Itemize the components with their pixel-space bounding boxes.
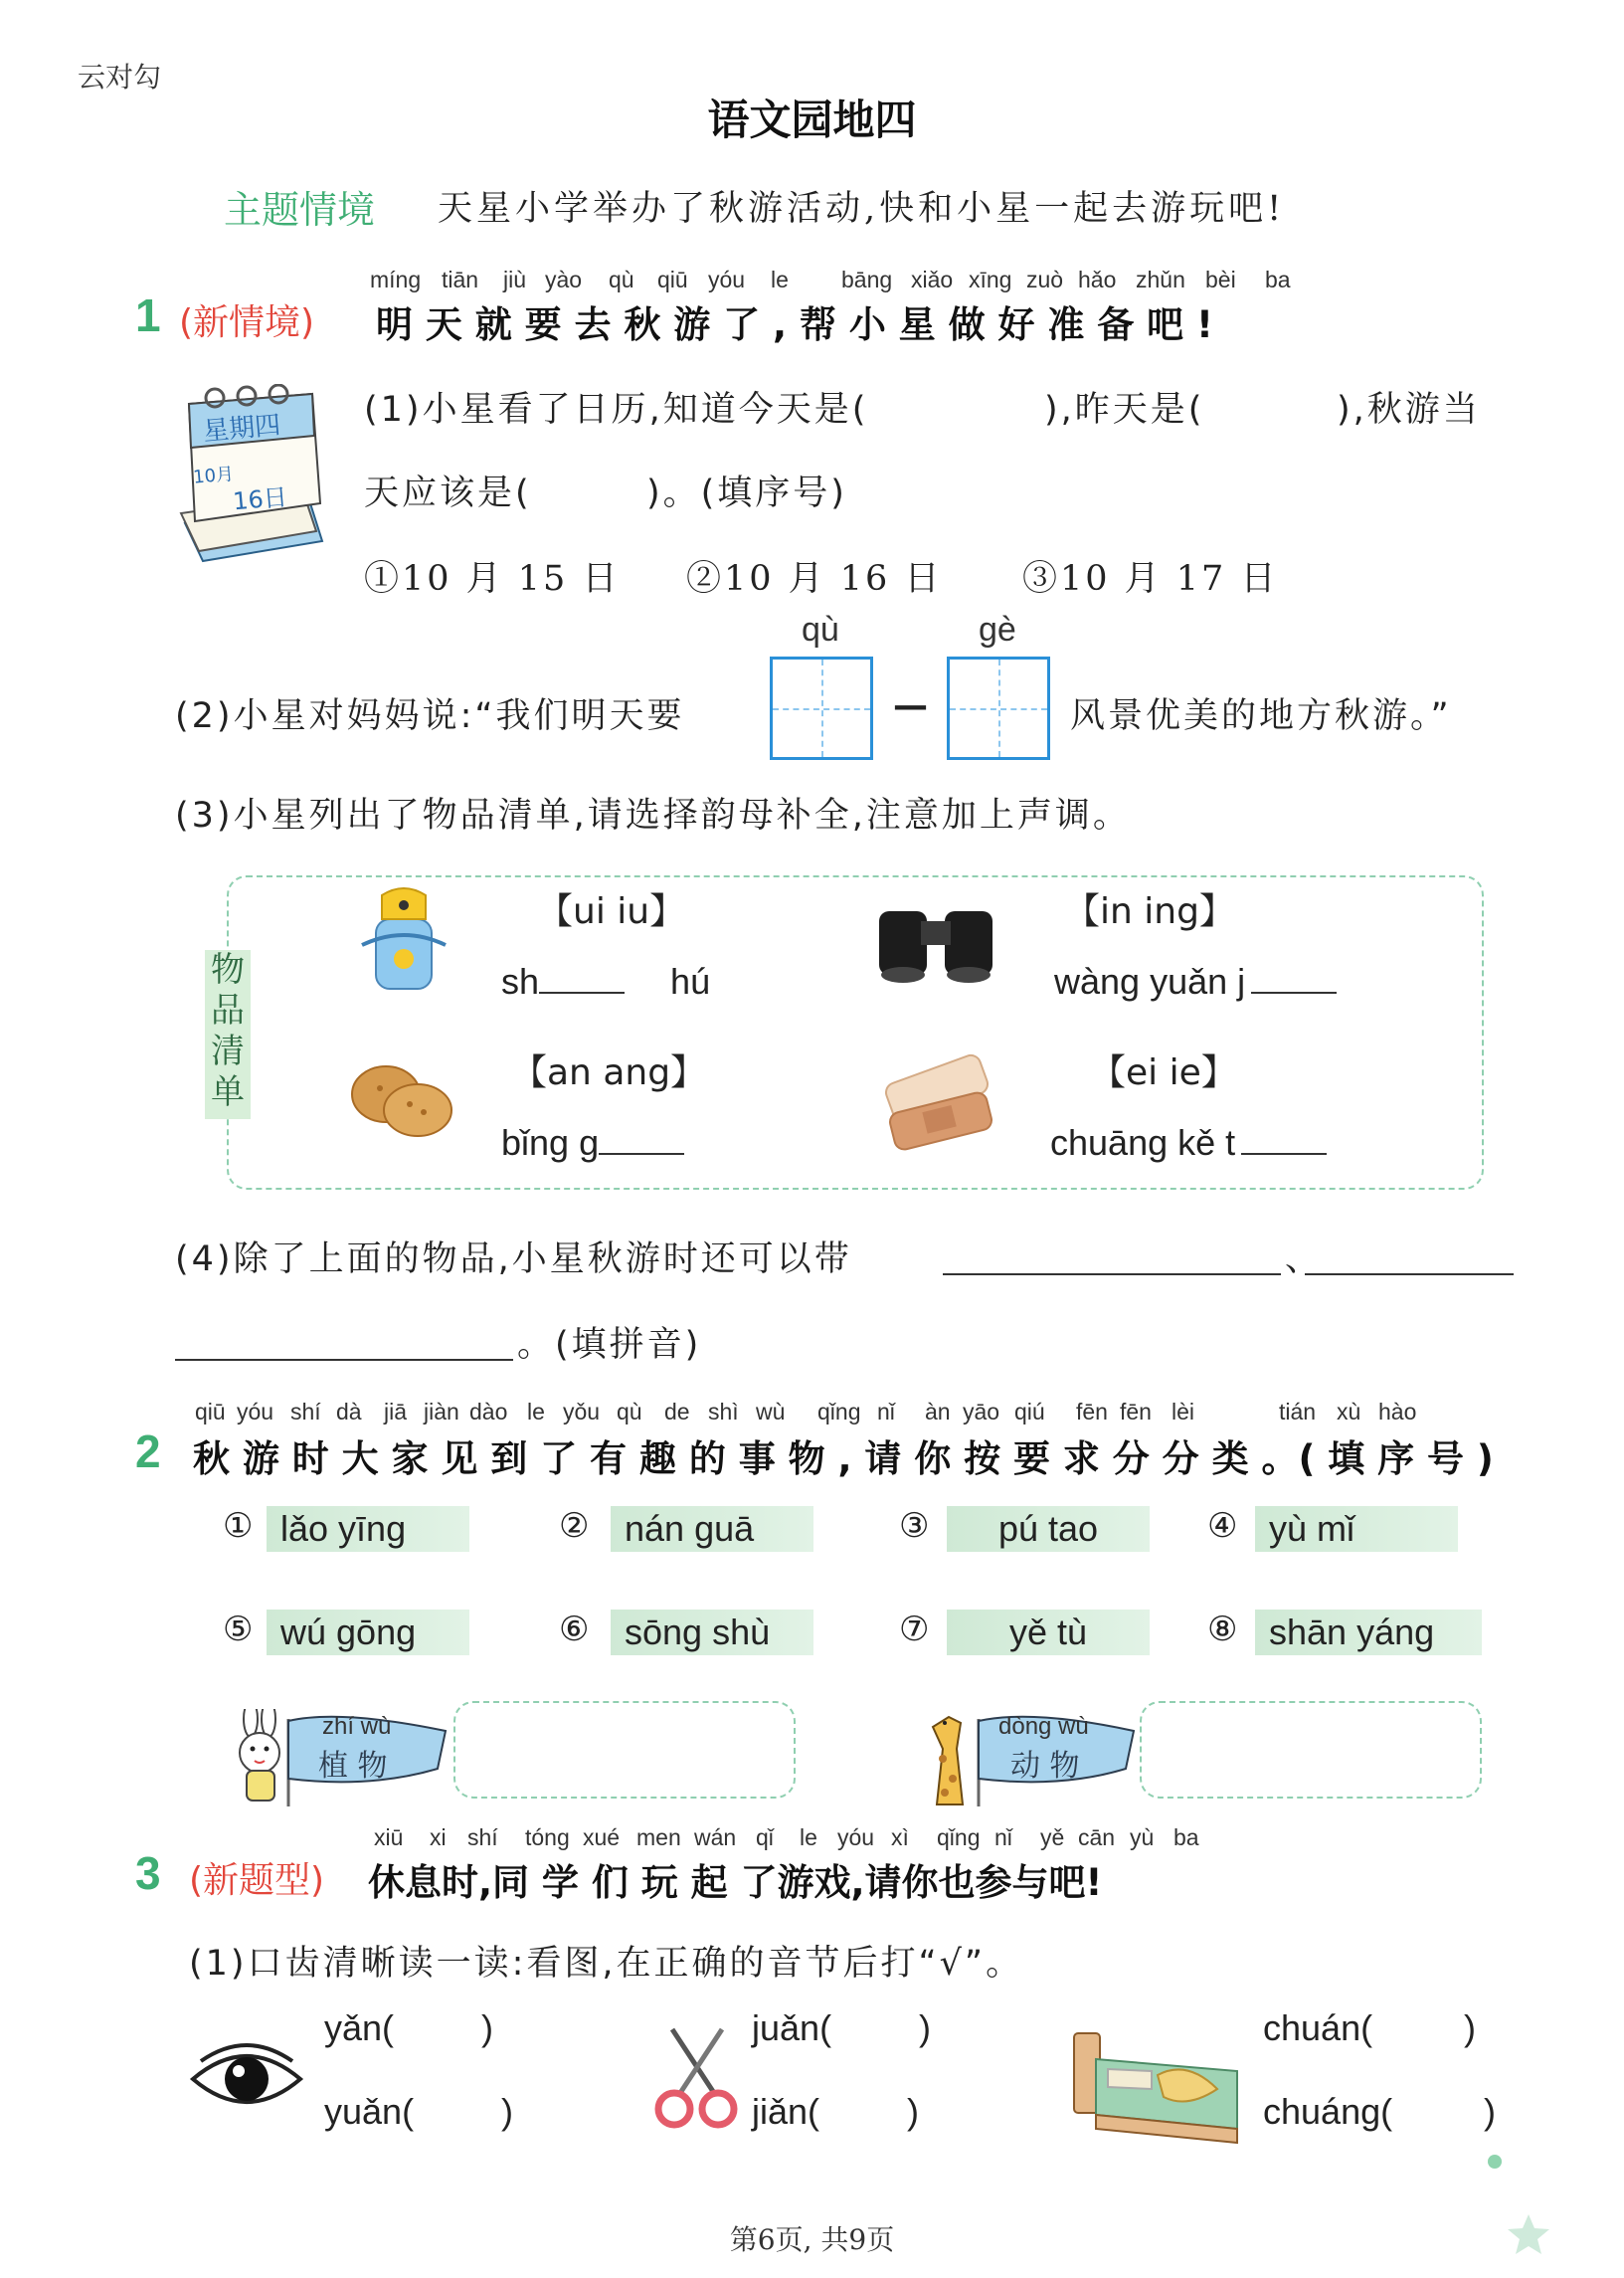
question-number-2: 2 bbox=[135, 1425, 161, 1477]
question-number-3: 3 bbox=[135, 1847, 161, 1899]
item-list-label-char: 物 bbox=[211, 950, 245, 990]
page-title: 语文园地四 bbox=[707, 95, 917, 144]
q2-pinyin: tián bbox=[1279, 1399, 1317, 1424]
scissors-icon bbox=[652, 2023, 742, 2133]
q2-pinyin: yǒu bbox=[563, 1399, 601, 1424]
item1-pinyin bbox=[501, 961, 710, 1003]
scissors-option-b: jiǎn( bbox=[752, 2091, 820, 2132]
q3-pinyin: men bbox=[636, 1824, 681, 1850]
q2-pinyin: qǐng bbox=[817, 1399, 861, 1424]
bed-check-b[interactable] bbox=[1402, 2091, 1482, 2135]
item2-pinyin bbox=[1054, 961, 1337, 1003]
q1-pinyin: hǎo bbox=[1078, 267, 1117, 292]
answer-line-1[interactable] bbox=[943, 1273, 1281, 1275]
item2-pinyin-pre: wàng yuǎn j bbox=[1054, 961, 1246, 1002]
q1-pinyin: zhǔn bbox=[1136, 267, 1185, 292]
chip-number: ⑧ bbox=[1207, 1610, 1238, 1649]
answer-trip-day[interactable] bbox=[557, 466, 646, 509]
chip-number: ⑦ bbox=[899, 1610, 930, 1649]
q1-pinyin: míng bbox=[370, 267, 422, 292]
calendar-month: 10月 bbox=[192, 464, 235, 488]
eye-option-b: yuǎn( bbox=[324, 2091, 415, 2132]
q3-pinyin: yóu bbox=[837, 1824, 875, 1850]
q3-pinyin: nǐ bbox=[994, 1824, 1012, 1850]
item-list-label-char: 清 bbox=[211, 1032, 245, 1071]
calendar-illustration bbox=[175, 384, 324, 563]
q2-pinyin: shì bbox=[708, 1399, 739, 1424]
q2-pinyin: wù bbox=[756, 1399, 786, 1424]
brand-label: 云对勾 bbox=[78, 61, 162, 94]
answer-today[interactable] bbox=[945, 382, 1044, 426]
q2-pinyin: hào bbox=[1378, 1399, 1417, 1424]
item1-pinyin-pre: sh bbox=[501, 961, 540, 1002]
scissors-check-b[interactable] bbox=[825, 2091, 905, 2135]
chip-ye-tu: yě tù bbox=[947, 1610, 1150, 1655]
eye-close-a: ) bbox=[481, 2007, 493, 2048]
bed-option-b: chuáng( bbox=[1263, 2091, 1393, 2132]
q3-pinyin: shí bbox=[467, 1824, 498, 1850]
dash-sign: — bbox=[893, 686, 931, 726]
q3-pinyin: yě bbox=[1040, 1824, 1065, 1850]
q1-part1-b: ),昨天是( bbox=[1044, 390, 1205, 430]
theme-text: 天星小学举办了秋游活动,快和小星一起去游玩吧! bbox=[438, 189, 1286, 229]
q2-pinyin-row bbox=[195, 1399, 1448, 1428]
q1-stem: 明 天 就 要 去 秋 游 了 , 帮 小 星 做 好 准 备 吧 ! bbox=[376, 303, 1213, 346]
chip-nan-gua: nán guā bbox=[611, 1506, 813, 1552]
chip-number: ④ bbox=[1207, 1506, 1238, 1546]
water-bottle-icon bbox=[354, 885, 453, 995]
plant-answer-box[interactable] bbox=[453, 1701, 796, 1799]
chip-yu-mi: yù mǐ bbox=[1255, 1506, 1458, 1552]
q1-part4-b: 。(填拼音) bbox=[517, 1325, 702, 1365]
q1-pinyin-row bbox=[370, 267, 1305, 296]
scissors-option-a: juǎn( bbox=[752, 2007, 832, 2048]
answer-yesterday[interactable] bbox=[1233, 382, 1333, 426]
bed-option-a: chuán( bbox=[1263, 2007, 1373, 2048]
page-footer: 第6页, 共9页 bbox=[729, 2223, 895, 2256]
q1-pinyin: yào bbox=[545, 267, 583, 292]
q1-part4-sep: 、 bbox=[1285, 1239, 1324, 1279]
bed-close-b: ) bbox=[1484, 2091, 1496, 2132]
chip-number: ⑥ bbox=[559, 1610, 590, 1649]
chip-shan-yang: shān yáng bbox=[1255, 1610, 1482, 1655]
binoculars-icon bbox=[871, 891, 1000, 991]
tianzi-pinyin-1: qù bbox=[802, 611, 839, 649]
question-number-1: 1 bbox=[135, 289, 161, 341]
q1-pinyin: qiū bbox=[657, 267, 688, 292]
scissors-close-a: ) bbox=[919, 2007, 931, 2048]
item4-pinyin bbox=[1050, 1122, 1327, 1164]
bed-check-a[interactable] bbox=[1382, 2007, 1462, 2051]
q1-pinyin: ba bbox=[1265, 267, 1291, 292]
option-1: ①10 月 15 日 bbox=[364, 559, 621, 599]
eye-close-b: ) bbox=[501, 2091, 513, 2132]
q1-part2-b: 风景优美的地方秋游。” bbox=[1070, 696, 1452, 736]
q1-part1-c: ),秋游当 bbox=[1337, 390, 1481, 430]
q2-pinyin: qù bbox=[617, 1399, 642, 1424]
q3-pinyin: qǐ bbox=[756, 1824, 774, 1850]
item1-pinyin-post: hú bbox=[670, 961, 711, 1002]
chip-number: ① bbox=[223, 1506, 254, 1546]
q2-pinyin: le bbox=[527, 1399, 545, 1424]
q2-pinyin: dào bbox=[469, 1399, 508, 1424]
eye-icon bbox=[187, 2039, 306, 2119]
calendar-weekday: 星期四 bbox=[202, 410, 282, 448]
answer-line-3[interactable] bbox=[175, 1359, 513, 1361]
cat-plant-pinyin: zhí wù bbox=[322, 1713, 392, 1740]
item-list-label-char: 品 bbox=[211, 991, 245, 1031]
cat-animal-pinyin: dòng wù bbox=[998, 1713, 1089, 1740]
item1-options: 【ui iu】 bbox=[537, 891, 686, 932]
calendar-day: 16日 bbox=[232, 482, 288, 516]
chip-wu-gong: wú gōng bbox=[267, 1610, 469, 1655]
q1-pinyin: qù bbox=[609, 267, 634, 292]
item3-options: 【an ang】 bbox=[511, 1052, 707, 1093]
q1-part1-a: (1)小星看了日历,知道今天是( bbox=[364, 390, 869, 430]
q3-pinyin: yù bbox=[1130, 1824, 1155, 1850]
item4-blank[interactable] bbox=[1241, 1149, 1327, 1155]
scissors-check-a[interactable] bbox=[835, 2007, 915, 2051]
q1-part4-a: (4)除了上面的物品,小星秋游时还可以带 bbox=[175, 1239, 852, 1279]
cat-animal-label: 动 物 bbox=[1010, 1749, 1080, 1784]
theme-label: 主题情境 bbox=[224, 188, 376, 232]
scissors-close-b: ) bbox=[907, 2091, 919, 2132]
q3-pinyin: cān bbox=[1078, 1824, 1116, 1850]
q3-part1: (1)口齿清晰读一读:看图,在正确的音节后打“√”。 bbox=[189, 1944, 1024, 1984]
chip-pu-tao: pú tao bbox=[947, 1506, 1150, 1552]
q2-pinyin: yóu bbox=[237, 1399, 274, 1424]
chip-number: ③ bbox=[899, 1506, 930, 1546]
q1-part1-d: 天应该是( bbox=[364, 474, 532, 513]
q3-pinyin: le bbox=[800, 1824, 817, 1850]
bed-icon bbox=[1068, 2019, 1247, 2149]
item-list-label-char: 单 bbox=[211, 1072, 245, 1112]
tianzi-box-2[interactable] bbox=[947, 657, 1050, 760]
q3-pinyin: ba bbox=[1173, 1824, 1199, 1850]
q1-part3: (3)小星列出了物品清单,请选择韵母补全,注意加上声调。 bbox=[175, 796, 1131, 836]
q3-pinyin: xiū bbox=[374, 1824, 404, 1850]
q2-pinyin: qiū bbox=[195, 1399, 226, 1424]
item4-pinyin-pre: chuāng kě t bbox=[1050, 1122, 1236, 1163]
q1-pinyin: le bbox=[771, 267, 789, 292]
q1-tag: (新情境) bbox=[179, 302, 315, 343]
q1-pinyin: tiān bbox=[442, 267, 479, 292]
q2-pinyin: de bbox=[664, 1399, 690, 1424]
animal-answer-box[interactable] bbox=[1140, 1701, 1482, 1799]
cat-plant-label: 植 物 bbox=[318, 1749, 388, 1784]
q1-pinyin: bèi bbox=[1205, 267, 1236, 292]
q2-pinyin: qiú bbox=[1014, 1399, 1045, 1424]
item2-options: 【in ing】 bbox=[1064, 891, 1235, 932]
biscuits-icon bbox=[340, 1054, 459, 1144]
option-3: ③10 月 17 日 bbox=[1022, 559, 1279, 599]
q2-pinyin: nǐ bbox=[877, 1399, 895, 1424]
q2-pinyin: jiàn bbox=[424, 1399, 459, 1424]
tianzi-pinyin-2: gè bbox=[979, 611, 1016, 649]
q3-pinyin: wán bbox=[694, 1824, 737, 1850]
q1-pinyin: yóu bbox=[708, 267, 746, 292]
eye-check-b[interactable] bbox=[418, 2091, 497, 2135]
item2-blank[interactable] bbox=[1251, 988, 1337, 994]
q2-pinyin: yāo bbox=[963, 1399, 1000, 1424]
item3-blank[interactable] bbox=[599, 1149, 684, 1155]
item4-options: 【ei ie】 bbox=[1090, 1052, 1237, 1093]
chip-song-shu: sōng shù bbox=[611, 1610, 813, 1655]
q1-pinyin: jiù bbox=[503, 267, 527, 292]
item3-pinyin bbox=[501, 1122, 684, 1164]
q2-pinyin: fēn bbox=[1076, 1399, 1108, 1424]
q3-stem: 休息时,同 学 们 玩 起 了游戏,请你也参与吧! bbox=[368, 1861, 1103, 1904]
answer-line-2[interactable] bbox=[1305, 1273, 1514, 1275]
item1-blank[interactable] bbox=[539, 988, 625, 994]
tianzi-box-1[interactable] bbox=[770, 657, 873, 760]
q3-tag: (新题型) bbox=[189, 1860, 325, 1901]
q1-part2-a: (2)小星对妈妈说:“我们明天要 bbox=[175, 696, 685, 736]
option-2: ②10 月 16 日 bbox=[686, 559, 943, 599]
q3-pinyin: xi bbox=[430, 1824, 447, 1850]
q2-pinyin: xù bbox=[1337, 1399, 1361, 1424]
q3-pinyin: qǐng bbox=[937, 1824, 981, 1850]
q3-pinyin-row bbox=[374, 1824, 1249, 1854]
chip-lao-ying: lǎo yīng bbox=[267, 1506, 469, 1552]
item-list-label bbox=[205, 950, 251, 1119]
q2-pinyin: fēn bbox=[1120, 1399, 1152, 1424]
eye-option-a: yǎn( bbox=[324, 2007, 395, 2048]
q1-pinyin: xīng bbox=[969, 267, 1012, 292]
q3-pinyin: xì bbox=[891, 1824, 909, 1850]
chip-number: ② bbox=[559, 1506, 590, 1546]
band-aid-icon bbox=[871, 1048, 1000, 1158]
q2-stem: 秋 游 时 大 家 见 到 了 有 趣 的 事 物 , 请 你 按 要 求 分 分 类 。( 填 序 号 ) bbox=[193, 1437, 1494, 1480]
q1-part1-e: )。(填序号) bbox=[646, 474, 847, 513]
q1-pinyin: bāng bbox=[841, 267, 893, 292]
eye-check-a[interactable] bbox=[398, 2007, 477, 2051]
q1-pinyin: zuò bbox=[1026, 267, 1064, 292]
q2-pinyin: jiā bbox=[384, 1399, 408, 1424]
item3-pinyin-pre: bǐng g bbox=[501, 1122, 600, 1163]
q2-pinyin: dà bbox=[336, 1399, 362, 1424]
decor-dot bbox=[1488, 2155, 1502, 2169]
chip-number: ⑤ bbox=[223, 1610, 254, 1649]
q2-pinyin: àn bbox=[925, 1399, 951, 1424]
q2-pinyin: lèi bbox=[1172, 1399, 1195, 1424]
q2-pinyin: shí bbox=[290, 1399, 321, 1424]
q3-pinyin: xué bbox=[583, 1824, 621, 1850]
q3-pinyin: tóng bbox=[525, 1824, 570, 1850]
q1-pinyin: xiǎo bbox=[911, 267, 954, 292]
bed-close-a: ) bbox=[1464, 2007, 1476, 2048]
